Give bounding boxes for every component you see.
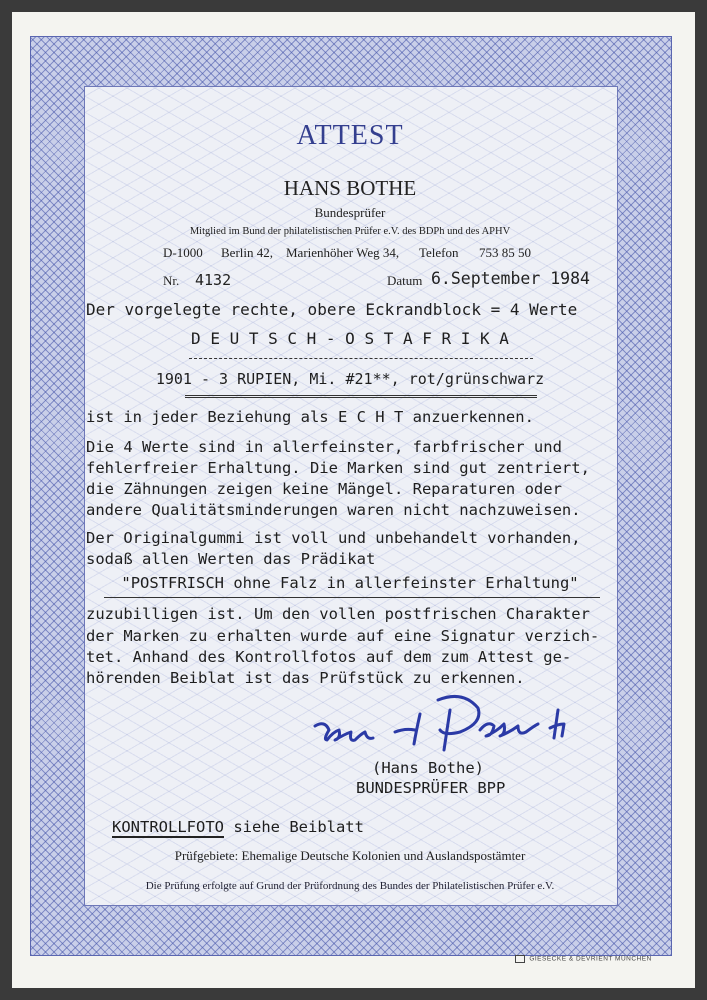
stamp-description: 1901 - 3 RUPIEN, Mi. #21**, rot/grünschwarz xyxy=(155,370,545,388)
para3-line2: der Marken zu erhalten wurde auf eine Signatur verzich- xyxy=(86,627,600,645)
para1-line4: andere Qualitätsminderungen waren nicht nachzuweisen. xyxy=(86,501,581,519)
para3-line3: tet. Anhand des Kontrollfotos auf dem zum Attest ge- xyxy=(86,648,572,666)
stamp-double-rule xyxy=(185,395,537,398)
printer-imprint xyxy=(515,955,652,963)
para2-line2: sodaß allen Werten das Prädikat xyxy=(86,550,376,568)
address-city: Berlin 42, xyxy=(221,245,273,260)
kontrollfoto-rest: siehe Beiblatt xyxy=(233,818,364,836)
praedikat-line: "POSTFRISCH ohne Falz in allerfeinster Erhaltung" xyxy=(121,574,579,592)
examiner-name: HANS BOTHE xyxy=(283,176,417,200)
signer-name: (Hans Bothe) xyxy=(372,759,484,777)
handwritten-signature xyxy=(300,680,600,760)
printer-logo-icon xyxy=(515,955,525,963)
para3-line4: hörenden Beiblat ist das Prüfstück zu erkennen. xyxy=(86,669,525,687)
examiner-role: Bundesprüfer xyxy=(314,205,386,220)
kontrollfoto-word: KONTROLLFOTO xyxy=(112,818,224,836)
para2-line1: Der Originalgummi ist voll und unbehandelt vorhanden, xyxy=(86,529,581,547)
address-phone-label: Telefon xyxy=(419,245,459,260)
number-label: Nr. xyxy=(163,273,180,288)
certificate-title: ATTEST xyxy=(296,120,404,151)
address-phone: 753 85 50 xyxy=(479,245,531,260)
membership-line: Mitglied im Bund der philatelistischen Prüfer e.V. des BDPh und des APHV xyxy=(189,226,511,237)
para1-line2: fehlerfreier Erhaltung. Die Marken sind gut zentriert, xyxy=(86,459,590,477)
para3-line1: zuzubilligen ist. Um den vollen postfrischen Charakter xyxy=(86,605,590,623)
date-value: 6.September 1984 xyxy=(431,269,590,288)
country-line: D E U T S C H - O S T A F R I K A xyxy=(191,329,509,348)
para1-line3: die Zähnungen zeigen keine Mängel. Reparaturen oder xyxy=(86,480,562,498)
country-underline xyxy=(189,358,533,359)
address-prefix: D-1000 xyxy=(163,245,203,260)
number-value: 4132 xyxy=(195,271,232,289)
address-street: Marienhöher Weg 34, xyxy=(286,245,400,260)
intro-line: Der vorgelegte rechte, obere Eckrandblock = 4 Werte xyxy=(86,300,578,319)
signer-title: BUNDESPRÜFER BPP xyxy=(356,779,506,797)
para1-line1: Die 4 Werte sind in allerfeinster, farbfrischer und xyxy=(86,438,562,456)
kontrollfoto-line xyxy=(112,818,364,836)
printer-name: GIESECKE & DEVRIENT MÜNCHEN xyxy=(529,955,652,963)
date-label: Datum xyxy=(387,273,423,288)
pruefordnung-line: Die Prüfung erfolgte auf Grund der Prüfordnung des Bundes der Philatelistischen Prüfer e.V. xyxy=(145,880,555,892)
echt-line: ist in jeder Beziehung als E C H T anzuerkennen. xyxy=(86,408,534,426)
praedikat-underline xyxy=(104,597,600,598)
pruefgebiete-line: Prüfgebiete: Ehemalige Deutsche Kolonien und Auslandspostämter xyxy=(174,848,526,863)
